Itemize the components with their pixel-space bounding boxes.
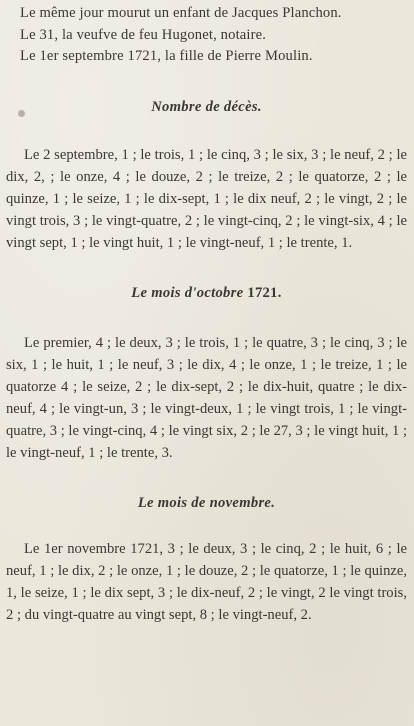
- heading-text: Le mois d'octobre: [131, 284, 244, 301]
- section-heading-deces: [6, 97, 407, 117]
- intro-line: Le même jour mourut un enfant de Jacques Planchon.: [20, 5, 342, 21]
- intro-lines: [6, 3, 407, 68]
- intro-line: Le 1er septembre 1721, la fille de Pierre Moulin.: [20, 48, 313, 65]
- heading-text: Le mois de novembre.: [137, 494, 276, 511]
- section-body-novembre: Le 1er novembre 1721, 3 ; le deux, 3 ; le cinq, 2 ; le huit, 6 ; le neuf, 1 ; le dix, 2 ; le onze, 1 ; le douze, 2 ; le quatorze, 1 ; le quinze, 1, le seize, 1 ; le dix sept, 3 ; le dix-neuf, 2 ; le vingt, 2 le vingt trois, 2 ; du vingt-quatre au vingt sept, 8 ; le vingt-neuf, 2.: [6, 540, 407, 623]
- section-body-octobre: Le premier, 4 ; le deux, 3 ; le trois, 1 ; le quatre, 3 ; le cinq, 3 ; le six, 1 ; le huit, 1 ; le neuf, 3 ; le dix, 4 ; le onze, 1 ; le treize, 1 ; le quatorze 4 ; le seize, 2 ; le dix-sept, 2 ; le dix-huit, quatre ; le dix-neuf, 4 ; le vingt-un, 3 ; le vingt-deux, 1 ; le vingt trois, 1 ; le vingt-quatre, 3 ; le vingt-cinq, 4 ; le vingt six, 2 ; le 27, 3 ; le vingt huit, 1 ; le vingt-neuf, 1 ; le trente, 3.: [6, 334, 407, 461]
- section-body-deces: Le 2 septembre, 1 ; le trois, 1 ; le cinq, 3 ; le six, 3 ; le neuf, 2 ; le dix, 2, ; le onze, 4 ; le douze, 2 ; le treize, 2 ; le quatorze, 2 ; le quinze, 1 ; le seize, 1 ; le dix-sept, 1 ; le dix neuf, 2 ; le vingt, 2 ; le vingt trois, 3 ; le vingt-quatre, 2 ; le vingt-cinq, 2 ; le vingt-six, 4 ; le vingt sept, 1 ; le vingt huit, 1 ; le vingt-neuf, 1 ; le trente, 1.: [6, 146, 407, 251]
- heading-text: Nombre de décès.: [151, 98, 262, 115]
- heading-year: 1721.: [247, 284, 282, 301]
- section-heading-novembre: [6, 493, 407, 513]
- intro-line: Le 31, la veufve de feu Hugonet, notaire.: [20, 26, 267, 43]
- section-heading-octobre: [6, 283, 407, 303]
- ink-smudge: [18, 110, 25, 117]
